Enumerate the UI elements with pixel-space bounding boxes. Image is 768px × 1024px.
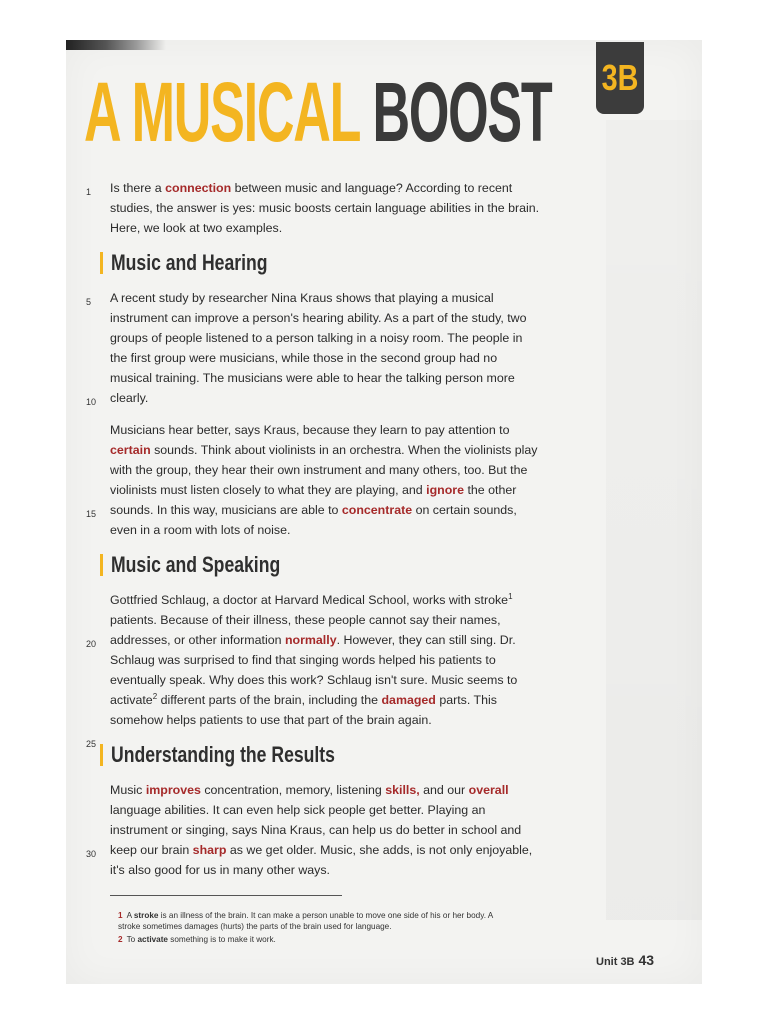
text-run: patients. Because of their illness, these people cannot say their names, addresses, or other information	[110, 613, 501, 647]
textbook-page	[66, 40, 702, 984]
article-body	[86, 178, 540, 892]
footnote-ref: 1	[508, 591, 513, 601]
heading-bar	[100, 744, 103, 766]
page-number: 43	[638, 952, 655, 968]
unit-label: Unit 3B	[596, 956, 635, 968]
title-word-dark: BOOST	[372, 65, 552, 159]
footnote-ref: 2	[152, 691, 158, 701]
section-heading	[100, 742, 540, 768]
line-number: 5	[86, 297, 92, 307]
footnote-divider	[110, 895, 342, 896]
line-number: 25	[86, 739, 97, 749]
footnote-term: activate	[137, 935, 168, 944]
body-paragraph	[86, 288, 540, 408]
vocab-word: normally	[284, 633, 337, 647]
body-paragraph	[86, 780, 540, 880]
line-number: 15	[86, 509, 97, 519]
line-number: 30	[86, 849, 97, 859]
unit-badge-label: 3B	[601, 57, 639, 98]
line-number: 20	[86, 639, 97, 649]
text-run: between music and language? According to recent studies, the answer is yes: music boosts certain language abilities in the brain. Here, we look at two examples.	[110, 181, 540, 235]
vocab-word: sharp	[192, 843, 227, 857]
intro-paragraph	[86, 178, 540, 238]
heading-bar	[100, 554, 103, 576]
text-run: Music	[110, 783, 146, 797]
body-paragraph	[86, 590, 540, 749]
page-title	[84, 65, 552, 159]
text-run: on certain sounds, even in a room with lots of noise.	[110, 503, 517, 537]
text-run: language abilities. It can even help sick people get better. Playing an instrument or singing, says Nina Kraus, can help us do better in school and keep our brain	[110, 803, 522, 857]
footnote	[118, 934, 508, 945]
text-run: something is to make it work.	[167, 935, 276, 944]
text-run: sounds. Think about violinists in an orchestra. When the violinists play with the group, they hear their own instrument and many others, too. But the violinists must listen closely to what they are playing, and	[110, 443, 538, 497]
footnote-number: 1	[118, 911, 123, 920]
text-run: as we get older. Music, she adds, is not only enjoyable, it's also good for us in many other ways.	[110, 843, 533, 877]
vocab-word: improves	[145, 783, 201, 797]
footnote	[118, 910, 508, 932]
text-run: Is there a	[110, 181, 166, 195]
vocab-word: skills,	[385, 783, 420, 797]
line-number: 1	[86, 187, 92, 197]
title-word-yellow: A MUSICAL	[84, 65, 360, 159]
vocab-word: damaged	[381, 693, 436, 707]
vocab-word: connection	[165, 181, 232, 195]
text-run: Gottfried Schlaug, a doctor at Harvard Medical School, works with stroke	[110, 593, 509, 607]
text-run: A recent study by researcher Nina Kraus shows that playing a musical instrument can improve a person's hearing ability. As a part of the study, two groups of people listened to a person talking in a noisy room. The people in the first group were musicians, while those in the second group had no musical training. The musicians were able to hear the talking person more clearly.	[110, 291, 527, 405]
footnotes	[118, 910, 508, 947]
footnote-term: stroke	[133, 911, 159, 920]
heading-bar	[100, 252, 103, 274]
unit-badge	[596, 42, 644, 114]
heading-text: Music and Speaking	[111, 552, 281, 577]
section-heading	[100, 250, 540, 276]
text-run: parts. This somehow helps patients to use that part of the brain again.	[110, 693, 497, 727]
vocab-word: concentrate	[341, 503, 413, 517]
heading-text: Music and Hearing	[111, 250, 268, 275]
text-run: . However, they can still sing. Dr. Schlaug was surprised to find that singing words helped his patients to eventually speak. Why does this work? Schlaug isn't sure. Music seems to activate	[110, 633, 518, 707]
text-run: A	[126, 911, 134, 920]
page-footer	[596, 952, 654, 968]
vocab-word: overall	[468, 783, 509, 797]
text-run: Musicians hear better, says Kraus, because they learn to pay attention to	[110, 423, 510, 437]
right-margin-shade	[606, 120, 702, 920]
text-run: the other sounds. In this way, musicians are able to	[110, 483, 517, 517]
footnote-number: 2	[118, 935, 123, 944]
heading-text: Understanding the Results	[111, 742, 335, 767]
page-edge-strip	[66, 40, 166, 50]
vocab-word: certain	[110, 443, 151, 457]
text-run: To	[126, 935, 138, 944]
body-paragraph	[86, 420, 540, 540]
text-run: and our	[419, 783, 469, 797]
line-number: 10	[86, 397, 97, 407]
text-run: concentration, memory, listening	[200, 783, 386, 797]
text-run: different parts of the brain, including the	[157, 693, 382, 707]
section-heading	[100, 552, 540, 578]
vocab-word: ignore	[426, 483, 464, 497]
text-run: is an illness of the brain. It can make a person unable to move one side of his or her body. A stroke sometimes damages (hurts) the parts of the brain used for language.	[118, 911, 493, 931]
